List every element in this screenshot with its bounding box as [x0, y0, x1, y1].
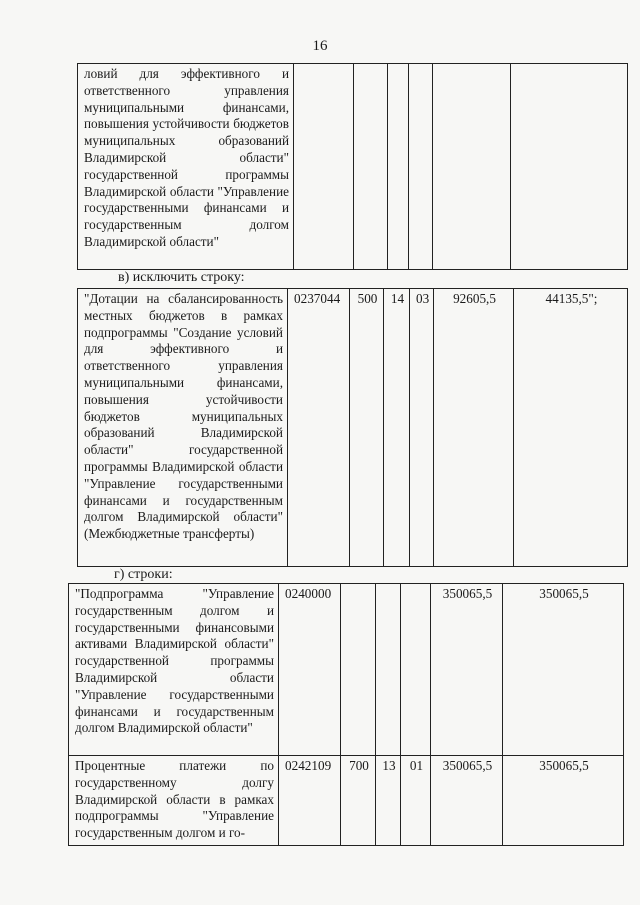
row-amount-1: 350065,5: [431, 756, 503, 846]
row-vr: 500: [350, 289, 384, 567]
row-pr: [401, 584, 431, 756]
row-amount-1: 92605,5: [434, 289, 514, 567]
row-description: "Дотации на сбалансированность местных бюджетов в рамках подпрограммы "Создание условий для эффективного и ответственного управления муниципальными финансами, повышения устойчивости бюджетов муниципальных образований Владимирской области" государственной программы Владимирской области "Управление государственными финансами и государственным долгом Владимирской области" (Межбюджетные трансферты): [78, 289, 288, 567]
row-code: 0240000: [279, 584, 341, 756]
row-description: ловий для эффективного и ответственного управления муниципальными финансами, повышения устойчивости бюджетов муниципальных образований Владимирской области" государственной программы Владимирской области "Управление государственными финансами и государственным долгом Владимирской области": [78, 64, 294, 270]
row-vr: [341, 584, 376, 756]
table-row: [69, 584, 624, 756]
row-code: [294, 64, 354, 270]
row-vr: [354, 64, 388, 270]
page-number: 16: [312, 38, 328, 54]
budget-table-excluded: [77, 288, 628, 567]
row-pr: [409, 64, 433, 270]
row-amount-1: [433, 64, 511, 270]
row-amount-2: 350065,5: [503, 756, 624, 846]
row-pr: 01: [401, 756, 431, 846]
row-rz: 13: [376, 756, 401, 846]
instruction-exclude-row: в) исключить строку:: [118, 270, 245, 285]
row-rz: 14: [384, 289, 410, 567]
budget-table-rows: [68, 583, 624, 846]
row-pr: 03: [410, 289, 434, 567]
row-code: 0242109: [279, 756, 341, 846]
row-amount-2: 44135,5";: [514, 289, 628, 567]
row-rz: [376, 584, 401, 756]
instruction-rows: г) строки:: [114, 567, 173, 582]
row-description: Процентные платежи по государственному долгу Владимирской области в рамках подпрограммы "Управление государственным долгом и го-: [69, 756, 279, 846]
row-vr: 700: [341, 756, 376, 846]
row-description: "Подпрограмма "Управление государственным долгом и государственными финансовыми активами Владимирской области" государственной программы Владимирской области "Управление государственными финансами и государственным долгом Владимирской области": [69, 584, 279, 756]
budget-table-continuation: [77, 63, 628, 270]
row-amount-1: 350065,5: [431, 584, 503, 756]
row-rz: [388, 64, 409, 270]
row-amount-2: 350065,5: [503, 584, 624, 756]
table-row: [69, 756, 624, 846]
row-code: 0237044: [288, 289, 350, 567]
row-amount-2: [511, 64, 628, 270]
table-row: [78, 289, 628, 567]
table-row: [78, 64, 628, 270]
